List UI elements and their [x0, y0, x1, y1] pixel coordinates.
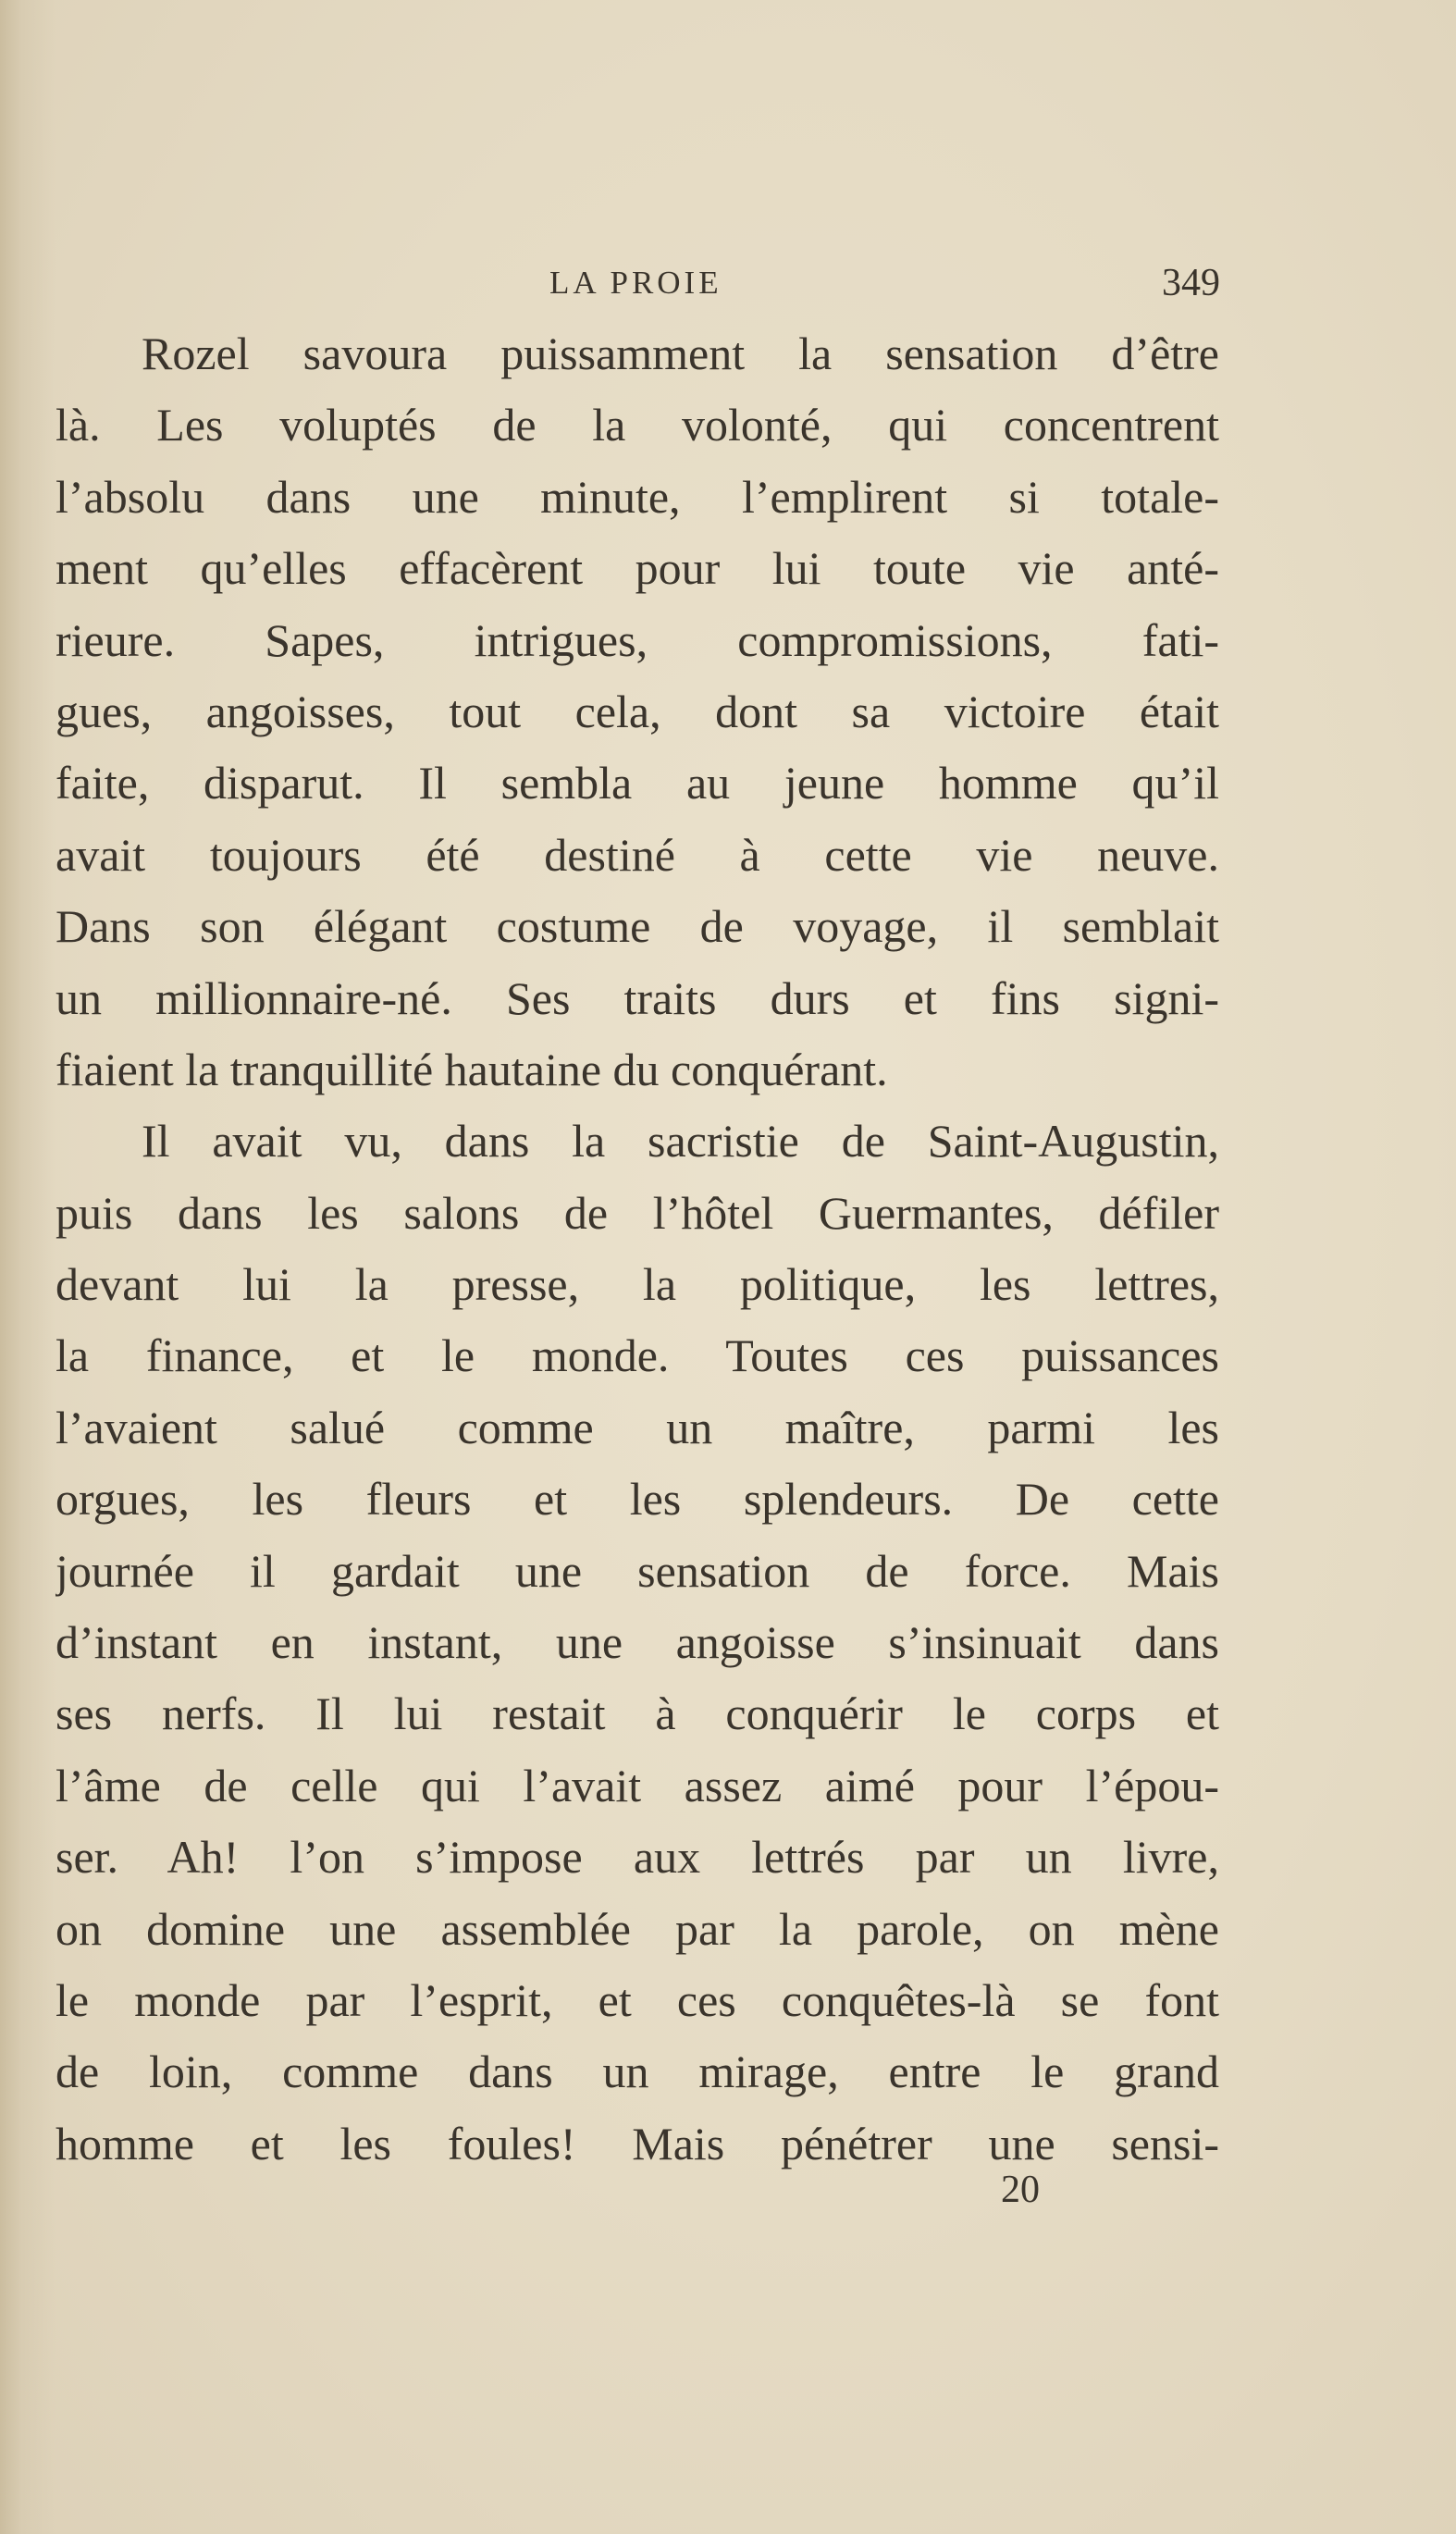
- text-line: d’instant en instant, une angoisse s’insinuait dans: [56, 1616, 1219, 1669]
- text-line: Rozel savoura puissamment la sensation d’être: [142, 328, 1219, 379]
- text-line: orgues, les fleurs et les splendeurs. De cette: [56, 1473, 1219, 1526]
- running-title: LA PROIE: [549, 265, 722, 301]
- text-line: devant lui la presse, la politique, les lettres,: [56, 1258, 1219, 1311]
- page-gutter-shadow: [0, 0, 56, 2534]
- text-line: Dans son élégant costume de voyage, il semblait: [56, 900, 1219, 953]
- text-line: de loin, comme dans un mirage, entre le grand: [56, 2046, 1219, 2098]
- text-line: l’avaient salué comme un maître, parmi les: [56, 1401, 1219, 1453]
- text-line: ses nerfs. Il lui restait à conquérir le corps et: [56, 1687, 1219, 1740]
- running-head: [0, 255, 1456, 311]
- text-line: le monde par l’esprit, et ces conquêtes-là se font: [56, 1973, 1219, 2026]
- text-line: un millionnaire-né. Ses traits durs et fins signi-: [56, 971, 1219, 1024]
- page-number: 349: [1162, 262, 1220, 304]
- text-line: on domine une assemblée par la parole, on mène: [56, 1902, 1219, 1955]
- text-line: rieure. Sapes, intrigues, compromissions, fati-: [56, 613, 1219, 666]
- text-line: avait toujours été destiné à cette vie neuve.: [56, 828, 1219, 881]
- text-line: fiaient la tranquillité hautaine du conquérant.: [56, 1043, 888, 1095]
- text-line: homme et les foules! Mais pénétrer une sensi-: [56, 2117, 1219, 2169]
- text-line: là. Les voluptés de la volonté, qui concentrent: [56, 399, 1219, 451]
- text-line: faite, disparut. Il sembla au jeune homme qu’il: [56, 757, 1219, 810]
- text-line: la finance, et le monde. Toutes ces puissances: [56, 1329, 1219, 1382]
- text-line: ment qu’elles effacèrent pour lui toute vie anté-: [56, 542, 1219, 595]
- body-text: [56, 318, 1219, 2180]
- text-line: ser. Ah! l’on s’impose aux lettrés par un livre,: [56, 1831, 1219, 1884]
- text-line: l’absolu dans une minute, l’emplirent si totale-: [56, 470, 1219, 523]
- text-line: journée il gardait une sensation de force. Mais: [56, 1544, 1219, 1597]
- text-line: gues, angoisses, tout cela, dont sa victoire était: [56, 685, 1219, 737]
- signature-mark: 20: [1001, 2169, 1040, 2211]
- text-line: puis dans les salons de l’hôtel Guermantes, défiler: [56, 1186, 1219, 1239]
- text-line: Il avait vu, dans la sacristie de Saint-Augustin,: [142, 1115, 1219, 1168]
- text-line: l’âme de celle qui l’avait assez aimé pour l’épou-: [56, 1759, 1219, 1811]
